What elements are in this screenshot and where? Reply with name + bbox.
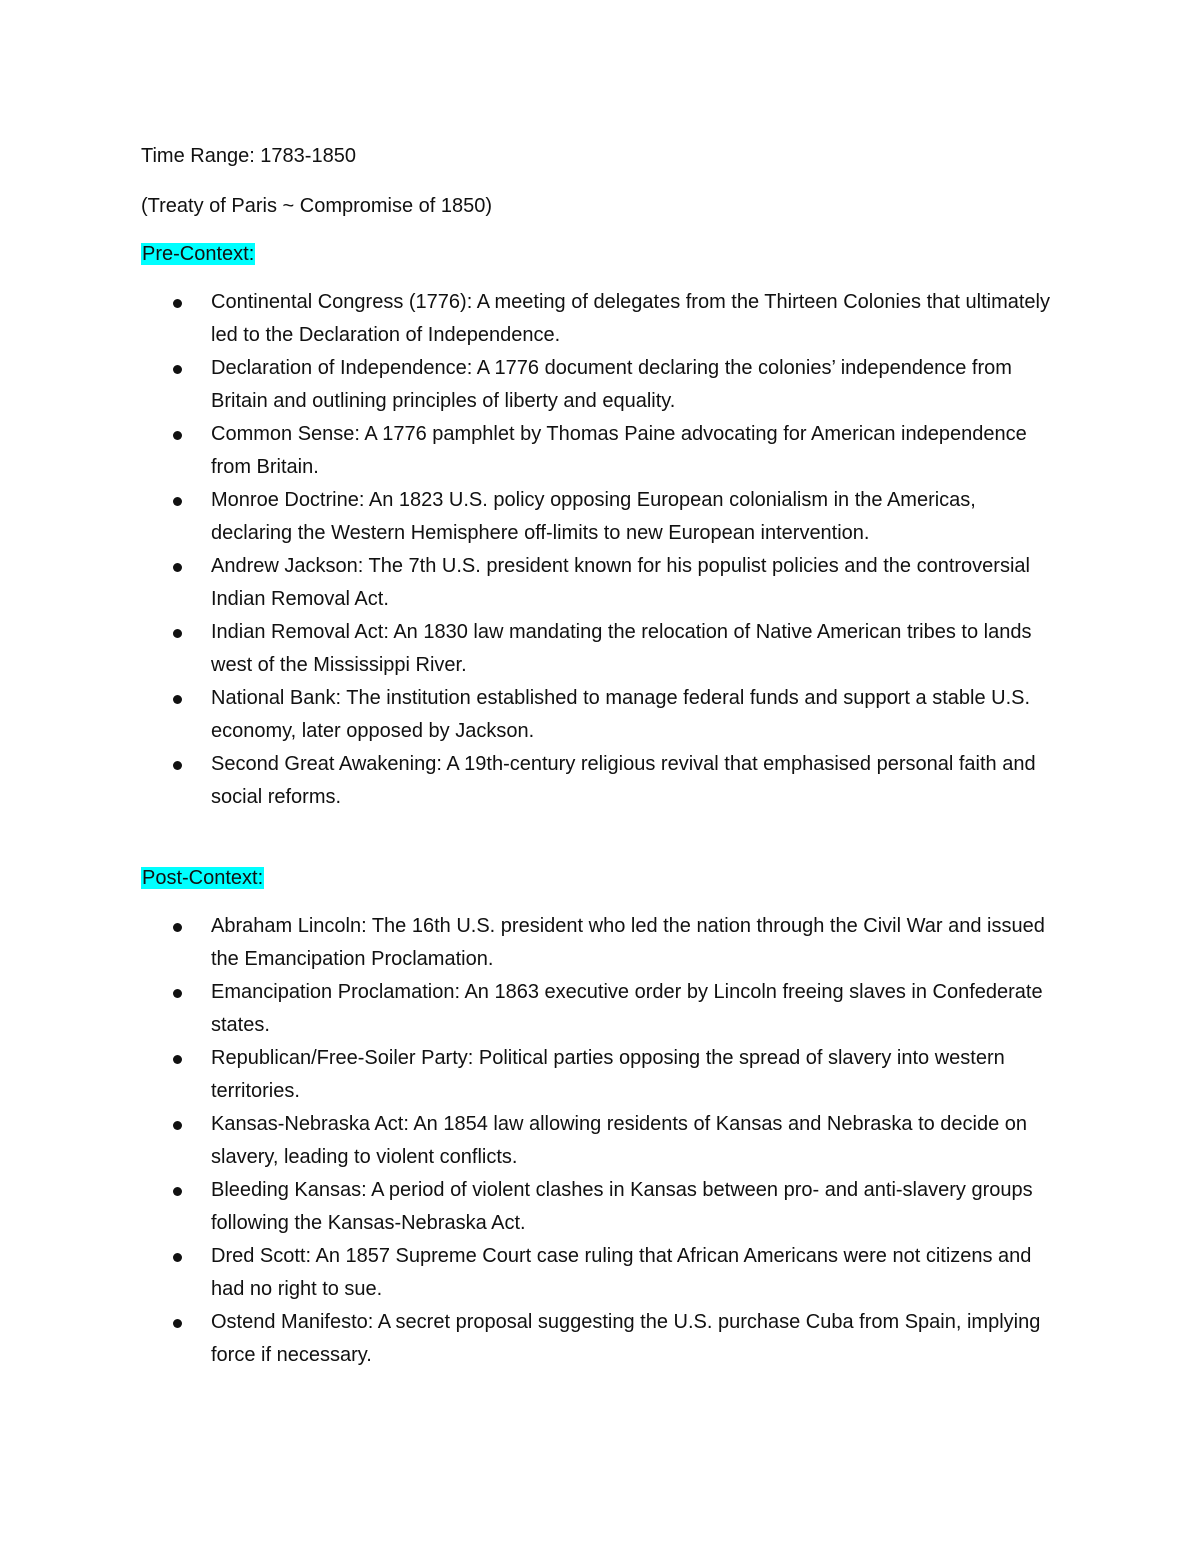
bullet-icon [173,497,182,506]
list-item: Dred Scott: An 1857 Supreme Court case ruling that African Americans were not citizens and had no right to sue. [141,1240,1061,1306]
post-context-heading [141,865,264,891]
pre-context-list [141,286,1061,814]
range-note: (Treaty of Paris ~ Compromise of 1850) [141,195,493,217]
bullet-icon [173,1253,182,1262]
list-item: Abraham Lincoln: The 16th U.S. president who led the nation through the Civil War and issued the Emancipation Proclamation. [141,910,1061,976]
bullet-icon [173,761,182,770]
bullet-icon [173,923,182,932]
bullet-icon [173,989,182,998]
list-item: Continental Congress (1776): A meeting of delegates from the Thirteen Colonies that ultimately led to the Declaration of Independence. [141,286,1061,352]
pre-context-heading-text: Pre-Context: [142,243,255,265]
bullet-icon [173,695,182,704]
bullet-icon [173,365,182,374]
list-item: Bleeding Kansas: A period of violent clashes in Kansas between pro- and anti-slavery groups following the Kansas-Nebraska Act. [141,1174,1061,1240]
bullet-icon [173,1187,182,1196]
bullet-icon [173,1121,182,1130]
bullet-icon [173,1055,182,1064]
list-item: Emancipation Proclamation: An 1863 executive order by Lincoln freeing slaves in Confederate states. [141,976,1061,1042]
list-item: Ostend Manifesto: A secret proposal suggesting the U.S. purchase Cuba from Spain, implying force if necessary. [141,1306,1061,1372]
bullet-icon [173,299,182,308]
bullet-icon [173,629,182,638]
list-item: Second Great Awakening: A 19th-century religious revival that emphasised personal faith and social reforms. [141,748,1061,814]
bullet-icon [173,563,182,572]
pre-context-heading [141,241,255,267]
list-item: Republican/Free-Soiler Party: Political parties opposing the spread of slavery into western territories. [141,1042,1061,1108]
list-item: Indian Removal Act: An 1830 law mandating the relocation of Native American tribes to lands west of the Mississippi River. [141,616,1061,682]
post-context-list [141,910,1061,1372]
time-range: Time Range: 1783-1850 [141,145,356,167]
list-item: National Bank: The institution established to manage federal funds and support a stable U.S. economy, later opposed by Jackson. [141,682,1061,748]
post-context-heading-text: Post-Context: [142,867,264,889]
bullet-icon [173,431,182,440]
list-item: Monroe Doctrine: An 1823 U.S. policy opposing European colonialism in the Americas, declaring the Western Hemisphere off-limits to new European intervention. [141,484,1061,550]
list-item: Kansas-Nebraska Act: An 1854 law allowing residents of Kansas and Nebraska to decide on slavery, leading to violent conflicts. [141,1108,1061,1174]
list-item: Andrew Jackson: The 7th U.S. president known for his populist policies and the controversial Indian Removal Act. [141,550,1061,616]
bullet-icon [173,1319,182,1328]
list-item: Common Sense: A 1776 pamphlet by Thomas Paine advocating for American independence from Britain. [141,418,1061,484]
list-item: Declaration of Independence: A 1776 document declaring the colonies’ independence from Britain and outlining principles of liberty and equality. [141,352,1061,418]
